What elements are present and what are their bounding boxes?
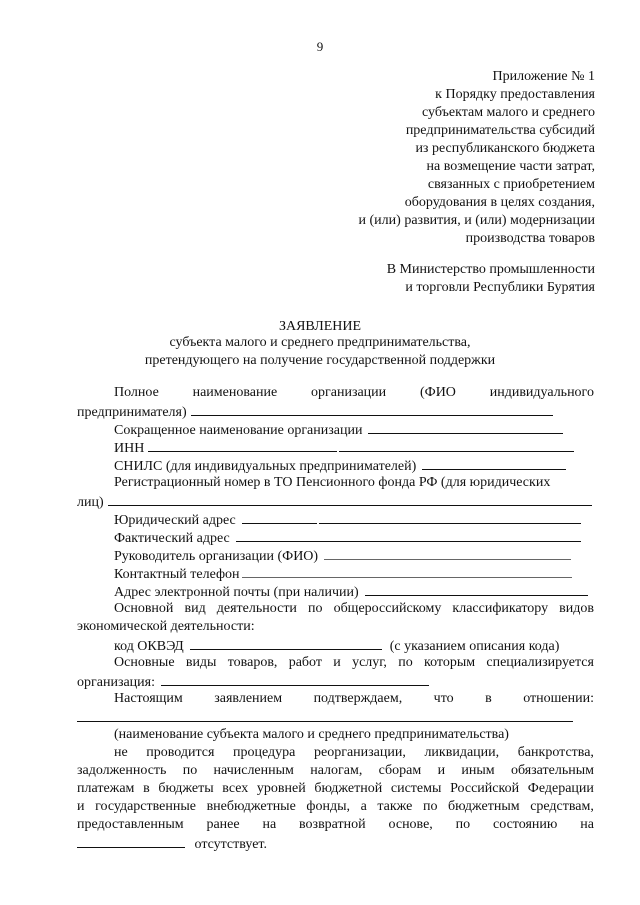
word: состоянию bbox=[493, 817, 558, 832]
word: процедура bbox=[233, 745, 296, 760]
word: задолженность bbox=[77, 763, 167, 778]
short-name-label: Сокращенное наименование организации bbox=[114, 423, 363, 438]
appendix-line: оборудования в целях создания, bbox=[404, 195, 595, 210]
word: основе, bbox=[388, 817, 433, 832]
word: платежам bbox=[77, 781, 135, 796]
word: Основной bbox=[114, 601, 174, 616]
word: банкротства, bbox=[517, 745, 594, 760]
word: ранее bbox=[206, 817, 240, 832]
word: классификатору bbox=[452, 601, 549, 616]
email-blank[interactable] bbox=[365, 582, 588, 596]
appendix-line: из республиканского бюджета bbox=[415, 141, 595, 156]
word: налогам, bbox=[310, 763, 363, 778]
word: по bbox=[398, 655, 413, 670]
statement-line bbox=[77, 798, 594, 816]
inn-field bbox=[77, 438, 594, 456]
appendix-line: на возмещение части затрат, bbox=[426, 159, 595, 174]
word: а bbox=[360, 799, 367, 814]
word: и bbox=[437, 763, 446, 778]
actual-address-blank[interactable] bbox=[236, 528, 581, 542]
word: по bbox=[308, 601, 323, 616]
word: также bbox=[377, 799, 413, 814]
phone-field bbox=[77, 564, 594, 582]
word: по bbox=[182, 763, 198, 778]
statement-line bbox=[77, 816, 594, 834]
full-name-blank[interactable] bbox=[191, 402, 553, 416]
pfr-label-cont: лиц) bbox=[77, 495, 104, 510]
director-label: Руководитель организации (ФИО) bbox=[114, 549, 319, 564]
statement-line bbox=[77, 780, 594, 798]
word: подтверждаем, bbox=[313, 691, 403, 706]
word: средствам, bbox=[530, 799, 594, 814]
word: общероссийскому bbox=[333, 601, 442, 616]
statement-line bbox=[77, 744, 594, 762]
director-field bbox=[77, 546, 594, 564]
word: деятельности bbox=[216, 601, 297, 616]
word: товаров, bbox=[227, 655, 278, 670]
addressee-line: и торговли Республики Бурятия bbox=[405, 280, 595, 295]
appendix-line: Приложение № 1 bbox=[492, 69, 595, 84]
phone-blank[interactable] bbox=[242, 564, 572, 578]
word: сборам bbox=[378, 763, 422, 778]
appendix-line: связанных с приобретением bbox=[427, 177, 595, 192]
snils-field bbox=[77, 456, 594, 474]
word: системы bbox=[390, 781, 442, 796]
okved-code-blank[interactable] bbox=[190, 636, 382, 650]
appendix-block bbox=[359, 68, 595, 248]
document-subtitle bbox=[0, 334, 640, 370]
word: внебюджетные bbox=[206, 799, 296, 814]
word: Основные bbox=[114, 655, 175, 670]
director-blank[interactable] bbox=[324, 546, 571, 560]
word: в bbox=[485, 691, 492, 706]
pfr-blank[interactable] bbox=[108, 492, 592, 506]
word: государственные bbox=[95, 799, 196, 814]
word: в bbox=[143, 781, 150, 796]
date-field bbox=[77, 834, 594, 852]
word: индивидуального bbox=[489, 385, 594, 400]
word: видов bbox=[559, 601, 594, 616]
word: реорганизации, bbox=[313, 745, 406, 760]
full-name-field bbox=[77, 402, 594, 420]
actual-address-field bbox=[77, 528, 594, 546]
addressee-block bbox=[387, 261, 595, 297]
subject-name-hint: (наименование субъекта малого и среднего предпринимательства) bbox=[114, 727, 509, 742]
short-name-field bbox=[77, 420, 594, 438]
goods-field bbox=[77, 672, 594, 690]
word: проводится bbox=[146, 745, 215, 760]
word: Настоящим bbox=[114, 691, 183, 706]
word: вид bbox=[184, 601, 206, 616]
okved-code-field bbox=[77, 636, 594, 654]
appendix-line: субъектам малого и среднего bbox=[422, 105, 595, 120]
word: фонды, bbox=[306, 799, 350, 814]
date-blank[interactable] bbox=[77, 834, 185, 848]
snils-label: СНИЛС (для индивидуальных предпринимателей) bbox=[114, 459, 417, 474]
addressee-line: В Министерство промышленности bbox=[386, 262, 595, 277]
appendix-line: производства товаров bbox=[465, 231, 595, 246]
word: ликвидации, bbox=[424, 745, 500, 760]
word: организации bbox=[311, 385, 387, 400]
pfr-field bbox=[77, 492, 594, 510]
word: бюджеты bbox=[158, 781, 214, 796]
email-label: Адрес электронной почты (при наличии) bbox=[114, 585, 359, 600]
word: отношении: bbox=[523, 691, 594, 706]
word: работ bbox=[288, 655, 322, 670]
confirm-line bbox=[77, 690, 594, 708]
goods-label-cont: организация: bbox=[77, 675, 155, 690]
word: предоставленным bbox=[77, 817, 184, 832]
word: специализируется bbox=[486, 655, 594, 670]
short-name-blank[interactable] bbox=[368, 420, 563, 434]
word: (ФИО bbox=[419, 385, 456, 400]
inn-blank-part1[interactable] bbox=[148, 438, 337, 452]
okved-label-line bbox=[77, 600, 594, 618]
word: Российской bbox=[450, 781, 520, 796]
word: не bbox=[114, 745, 128, 760]
statement-end: отсутствует. bbox=[194, 837, 267, 852]
okved-code-label: код ОКВЭД bbox=[114, 639, 184, 654]
word: возвратной bbox=[299, 817, 366, 832]
actual-address-label: Фактический адрес bbox=[114, 531, 230, 546]
inn-label: ИНН bbox=[114, 441, 145, 456]
email-field bbox=[77, 582, 594, 600]
subject-name-field bbox=[77, 708, 594, 726]
goods-label-line bbox=[77, 654, 594, 672]
subtitle-line: субъекта малого и среднего предпринимательства, bbox=[169, 335, 471, 350]
word: всех bbox=[222, 781, 249, 796]
appendix-line: и (или) развития, и (или) модернизации bbox=[358, 213, 595, 228]
legal-address-field bbox=[77, 510, 594, 528]
full-name-label-cont: предпринимателя) bbox=[77, 405, 187, 420]
word: бюджетной bbox=[314, 781, 383, 796]
word: заявлением bbox=[214, 691, 283, 706]
full-name-label bbox=[77, 384, 594, 402]
document-title: ЗАЯВЛЕНИЕ bbox=[278, 319, 362, 334]
word: наименование bbox=[192, 385, 278, 400]
word: что bbox=[433, 691, 454, 706]
word: по bbox=[455, 817, 471, 832]
appendix-line: к Порядку предоставления bbox=[435, 87, 595, 102]
subject-name-blank[interactable] bbox=[77, 708, 573, 722]
word: на bbox=[262, 817, 277, 832]
snils-blank[interactable] bbox=[422, 456, 566, 470]
word: и bbox=[77, 799, 85, 814]
form-body bbox=[77, 384, 594, 852]
legal-address-label: Юридический адрес bbox=[114, 513, 236, 528]
word: иным bbox=[461, 763, 495, 778]
okved-code-note: (с указанием описания кода) bbox=[389, 639, 560, 654]
appendix-line: предпринимательства субсидий bbox=[405, 123, 595, 138]
word: начисленным bbox=[213, 763, 294, 778]
word: услуг, bbox=[352, 655, 387, 670]
word: обязательным bbox=[510, 763, 594, 778]
word: которым bbox=[424, 655, 476, 670]
word: по bbox=[422, 799, 438, 814]
pfr-label: Регистрационный номер в ТО Пенсионного фонда РФ (для юридических bbox=[114, 475, 551, 490]
word: на bbox=[580, 817, 594, 832]
legal-address-blank-part2[interactable] bbox=[319, 510, 581, 524]
inn-blank-part2[interactable] bbox=[339, 438, 574, 452]
phone-label: Контактный телефон bbox=[114, 567, 240, 582]
word: и bbox=[333, 655, 341, 670]
pfr-label-line bbox=[77, 474, 594, 492]
word: виды bbox=[185, 655, 217, 670]
page-number: 9 bbox=[316, 39, 324, 54]
statement-line bbox=[77, 762, 594, 780]
subtitle-line: претендующего на получение государственной поддержки bbox=[144, 353, 496, 368]
okved-label-cont: экономической деятельности: bbox=[77, 619, 255, 634]
legal-address-blank-part1[interactable] bbox=[242, 510, 317, 524]
word: Полное bbox=[114, 385, 159, 400]
goods-blank[interactable] bbox=[161, 672, 429, 686]
word: уровней bbox=[256, 781, 306, 796]
word: Федерации bbox=[527, 781, 594, 796]
word: бюджетным bbox=[448, 799, 520, 814]
